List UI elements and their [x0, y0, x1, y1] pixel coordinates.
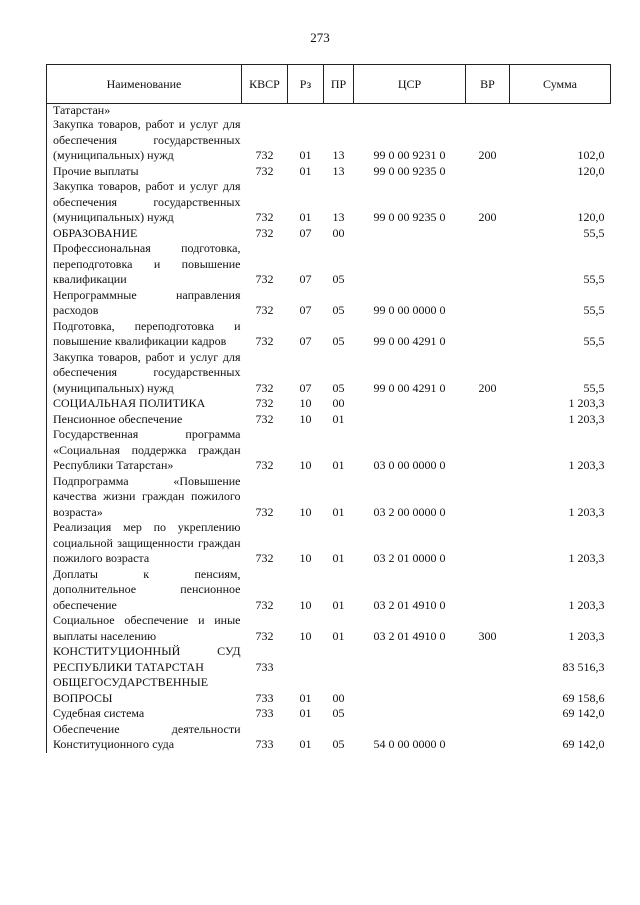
- cell-name: Обеспечение деятельности Конституционного суда: [47, 722, 242, 753]
- cell-csr: [354, 396, 466, 412]
- cell-csr: 54 0 00 0000 0: [373, 737, 446, 751]
- table-row: [47, 350, 611, 397]
- cell-name: Реализация мер по укреплению социальной защищенности граждан пожилого возраста: [47, 520, 242, 567]
- cell-pr: 05: [332, 706, 345, 720]
- cell-csr: 03 2 01 4910 0: [373, 597, 446, 612]
- header-kvsr: КВСР: [242, 65, 288, 104]
- table-row: [47, 474, 611, 521]
- cell-rz: 10: [299, 458, 312, 472]
- table-row: [47, 613, 611, 644]
- cell-sum: 1 203,3: [568, 411, 605, 426]
- cell-vr: [466, 706, 510, 722]
- table-row: [47, 427, 611, 474]
- cell-kvsr: 732: [255, 334, 274, 348]
- cell-name: Прочие выплаты: [47, 164, 242, 180]
- cell-pr: 01: [332, 551, 345, 565]
- cell-sum: 55,5: [583, 272, 605, 286]
- cell-rz: 01: [299, 148, 312, 162]
- table-row: [47, 567, 611, 614]
- table-row: [47, 288, 611, 319]
- cell-pr: 13: [332, 163, 345, 178]
- cell-rz: 07: [299, 380, 312, 395]
- cell-name: Подпрограмма «Повышение качества жизни граждан пожилого возраста»: [47, 474, 242, 521]
- cell-rz: [288, 104, 324, 118]
- table-row: [47, 644, 611, 675]
- cell-csr: 99 0 00 4291 0: [373, 334, 446, 348]
- cell-rz: 07: [299, 272, 312, 286]
- cell-csr: 03 0 00 0000 0: [373, 458, 446, 472]
- cell-kvsr: 732: [255, 163, 274, 178]
- cell-pr: 13: [332, 210, 345, 224]
- cell-name: Социальное обеспечение и иные выплаты населению: [47, 613, 242, 644]
- cell-vr: [466, 319, 510, 350]
- cell-vr: [466, 722, 510, 753]
- cell-rz: 10: [299, 628, 312, 643]
- cell-sum: 1 203,3: [568, 628, 605, 643]
- cell-name: Государственная программа «Социальная поддержка граждан Республики Татарстан»: [47, 427, 242, 474]
- cell-pr: 01: [332, 597, 345, 612]
- cell-name: ОБЩЕГОСУДАРСТВЕННЫЕ ВОПРОСЫ: [47, 675, 242, 706]
- cell-pr: 05: [332, 303, 345, 317]
- header-vr: ВР: [466, 65, 510, 104]
- cell-vr: [466, 427, 510, 474]
- cell-name: Закупка товаров, работ и услуг для обеспечения государственных (муниципальных) нужд: [47, 350, 242, 397]
- cell-vr: [466, 241, 510, 288]
- table-row: [47, 412, 611, 428]
- header-pr: ПР: [324, 65, 354, 104]
- cell-csr: [354, 226, 466, 242]
- cell-kvsr: 732: [255, 551, 274, 565]
- cell-sum: 69 142,0: [562, 706, 605, 720]
- cell-pr: [324, 644, 354, 675]
- cell-name: СОЦИАЛЬНАЯ ПОЛИТИКА: [47, 396, 242, 412]
- cell-pr: 00: [332, 225, 345, 240]
- cell-pr: 05: [332, 737, 345, 751]
- cell-sum: 102,0: [577, 148, 605, 162]
- cell-pr: [324, 104, 354, 118]
- header-rz: Рз: [288, 65, 324, 104]
- cell-kvsr: [242, 104, 288, 118]
- cell-kvsr: 732: [255, 272, 274, 286]
- cell-pr: 05: [332, 272, 345, 286]
- cell-pr: 05: [332, 380, 345, 395]
- cell-kvsr: 732: [255, 504, 274, 519]
- cell-name: Непрограммные направления расходов: [47, 288, 242, 319]
- table-row: [47, 722, 611, 753]
- cell-csr: 03 2 01 4910 0: [373, 628, 446, 643]
- cell-pr: 01: [332, 458, 345, 472]
- cell-kvsr: 732: [255, 225, 274, 240]
- table-row: [47, 104, 611, 118]
- cell-csr: 99 0 00 9231 0: [373, 148, 446, 162]
- table-row: [47, 117, 611, 164]
- cell-sum: 120,0: [577, 163, 605, 178]
- cell-csr: [354, 706, 466, 722]
- cell-vr: [466, 567, 510, 614]
- cell-name: Закупка товаров, работ и услуг для обеспечения государственных (муниципальных) нужд: [47, 179, 242, 226]
- page-number: 273: [310, 30, 330, 45]
- cell-rz: 10: [299, 504, 312, 519]
- cell-sum: 55,5: [583, 380, 605, 395]
- table-row: [47, 520, 611, 567]
- table-row: [47, 164, 611, 180]
- cell-name: Закупка товаров, работ и услуг для обеспечения государственных (муниципальных) нужд: [47, 117, 242, 164]
- cell-kvsr: 732: [255, 396, 274, 410]
- cell-sum: 1 203,3: [568, 396, 605, 410]
- header-sum: Сумма: [510, 65, 611, 104]
- cell-kvsr: 733: [255, 737, 274, 751]
- table-row: [47, 319, 611, 350]
- cell-name: Профессиональная подготовка, переподготовка и повышение квалификации: [47, 241, 242, 288]
- cell-kvsr: 732: [255, 303, 274, 317]
- cell-rz: 10: [299, 551, 312, 565]
- cell-vr: [466, 412, 510, 428]
- cell-csr: [354, 412, 466, 428]
- cell-vr: [466, 226, 510, 242]
- cell-kvsr: 732: [255, 148, 274, 162]
- header-csr: ЦСР: [354, 65, 466, 104]
- cell-kvsr: 733: [255, 690, 274, 705]
- cell-sum: 1 203,3: [568, 504, 605, 519]
- cell-name: Судебная система: [47, 706, 242, 722]
- cell-pr: 13: [332, 148, 345, 162]
- header-name: Наименование: [47, 65, 242, 104]
- budget-table: [46, 64, 611, 753]
- cell-rz: 07: [299, 303, 312, 317]
- cell-sum: 55,5: [583, 334, 605, 348]
- cell-vr: [466, 104, 510, 118]
- cell-vr: [466, 164, 510, 180]
- cell-rz: 10: [299, 411, 312, 426]
- cell-csr: 99 0 00 0000 0: [373, 303, 446, 317]
- cell-vr: [466, 520, 510, 567]
- cell-vr: 300: [478, 628, 497, 643]
- cell-kvsr: 732: [255, 411, 274, 426]
- cell-pr: 05: [332, 334, 345, 348]
- cell-rz: 07: [299, 225, 312, 240]
- cell-pr: 01: [332, 411, 345, 426]
- cell-csr: 99 0 00 4291 0: [373, 380, 446, 395]
- cell-sum: 55,5: [583, 225, 605, 240]
- table-header-row: [47, 65, 611, 104]
- cell-name: Доплаты к пенсиям, дополнительное пенсионное обеспечение: [47, 567, 242, 614]
- cell-sum: 120,0: [577, 210, 605, 224]
- cell-pr: 00: [332, 690, 345, 705]
- cell-csr: [354, 241, 466, 288]
- cell-pr: 01: [332, 504, 345, 519]
- cell-sum: 1 203,3: [568, 597, 605, 612]
- cell-vr: [466, 474, 510, 521]
- cell-rz: 07: [299, 334, 312, 348]
- cell-vr: [466, 288, 510, 319]
- cell-vr: [466, 675, 510, 706]
- cell-rz: 01: [299, 706, 312, 720]
- cell-csr: 03 2 00 0000 0: [373, 504, 446, 519]
- cell-csr: 03 2 01 0000 0: [373, 551, 446, 565]
- cell-name: ОБРАЗОВАНИЕ: [47, 226, 242, 242]
- cell-rz: [288, 644, 324, 675]
- cell-sum: 69 142,0: [562, 737, 605, 751]
- cell-kvsr: 732: [255, 210, 274, 224]
- cell-kvsr: 733: [255, 659, 274, 674]
- table-row: [47, 706, 611, 722]
- cell-rz: 10: [299, 597, 312, 612]
- cell-csr: 99 0 00 9235 0: [373, 163, 446, 178]
- cell-kvsr: 732: [255, 380, 274, 395]
- cell-kvsr: 732: [255, 597, 274, 612]
- cell-rz: 10: [299, 396, 312, 410]
- cell-vr: 200: [478, 380, 497, 395]
- cell-kvsr: 732: [255, 628, 274, 643]
- table-row: [47, 226, 611, 242]
- cell-kvsr: 732: [255, 458, 274, 472]
- table-row: [47, 675, 611, 706]
- cell-sum: 1 203,3: [568, 458, 605, 472]
- cell-pr: 00: [332, 396, 345, 410]
- cell-rz: 01: [299, 163, 312, 178]
- cell-vr: [466, 644, 510, 675]
- cell-sum: 1 203,3: [568, 551, 605, 565]
- cell-name: Подготовка, переподготовка и повышение квалификации кадров: [47, 319, 242, 350]
- cell-rz: 01: [299, 210, 312, 224]
- cell-sum: [510, 104, 611, 118]
- cell-sum: 69 158,6: [562, 690, 605, 705]
- cell-name: Пенсионное обеспечение: [47, 412, 242, 428]
- cell-sum: 55,5: [583, 303, 605, 317]
- cell-sum: 83 516,3: [562, 659, 605, 674]
- table-row: [47, 241, 611, 288]
- cell-rz: 01: [299, 737, 312, 751]
- table-row: [47, 179, 611, 226]
- cell-rz: 01: [299, 690, 312, 705]
- cell-name: Татарстан»: [47, 104, 242, 118]
- cell-vr: 200: [478, 210, 497, 224]
- cell-csr: [354, 675, 466, 706]
- cell-vr: 200: [478, 148, 497, 162]
- cell-name: КОНСТИТУЦИОННЫЙ СУД РЕСПУБЛИКИ ТАТАРСТАН: [47, 644, 242, 675]
- cell-pr: 01: [332, 628, 345, 643]
- cell-vr: [466, 396, 510, 412]
- cell-kvsr: 733: [255, 706, 274, 720]
- cell-csr: [354, 644, 466, 675]
- cell-csr: 99 0 00 9235 0: [373, 210, 446, 224]
- table-row: [47, 396, 611, 412]
- cell-csr: [354, 104, 466, 118]
